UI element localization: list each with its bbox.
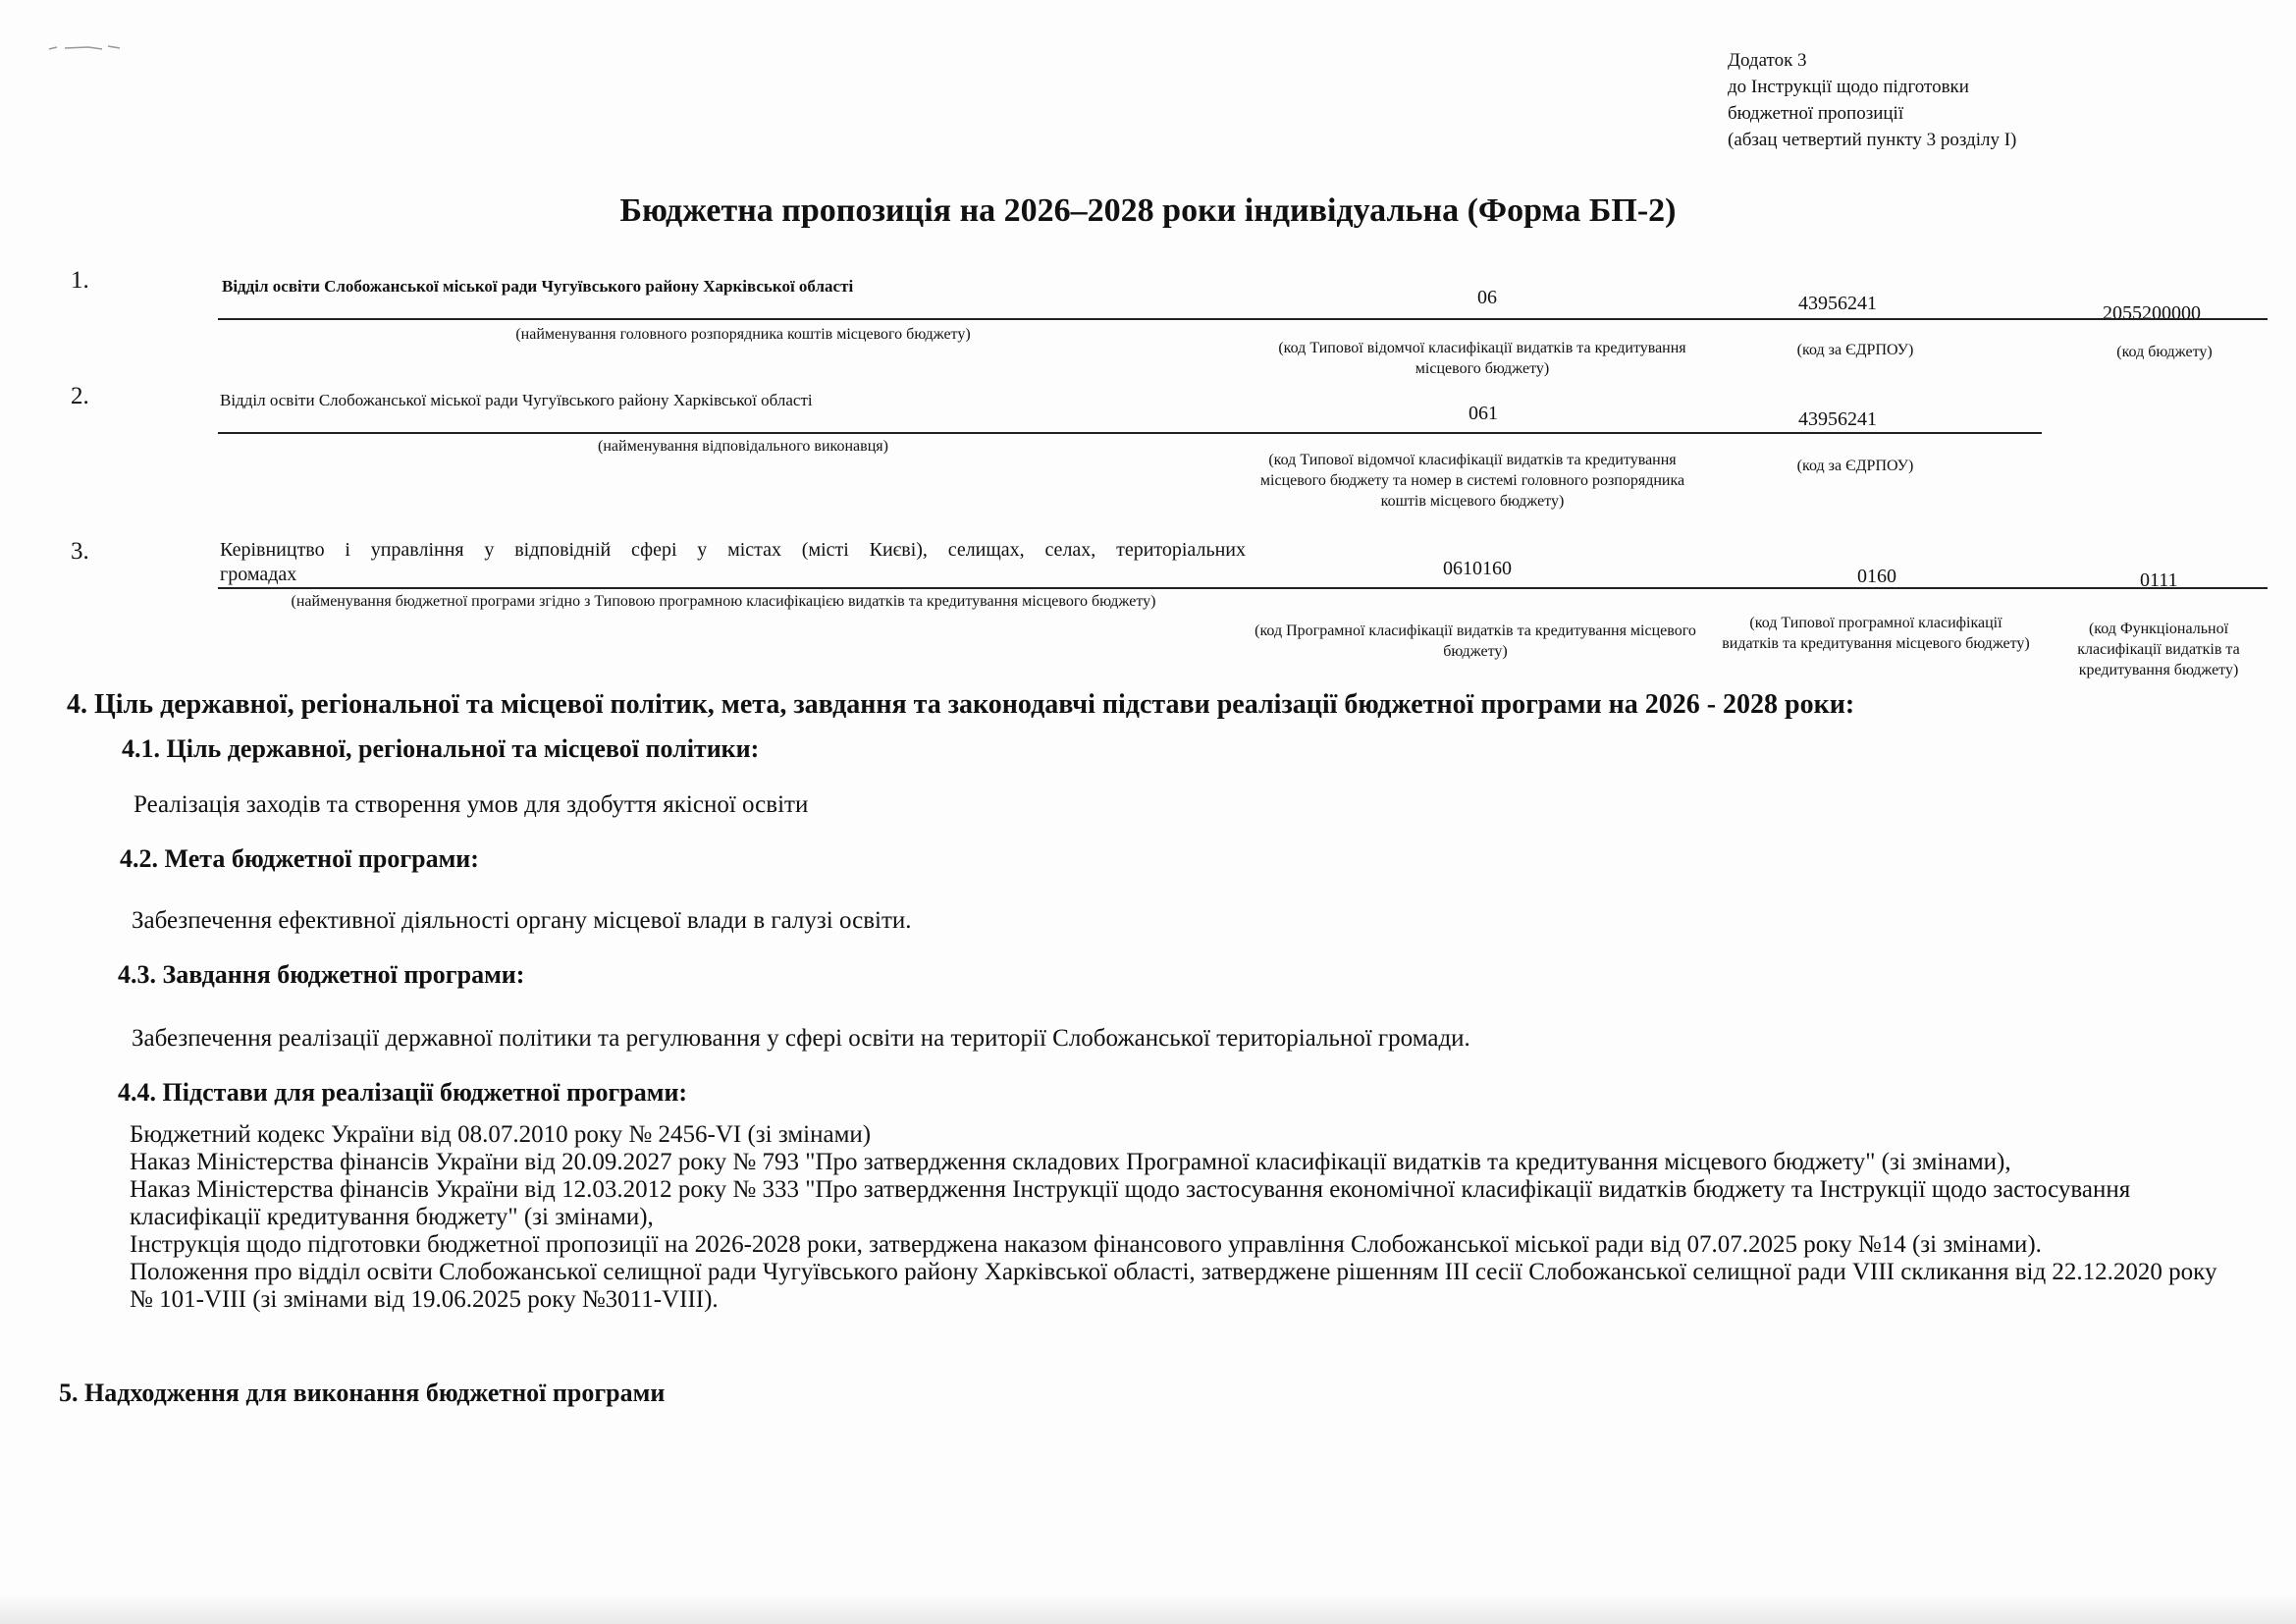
section5-heading: 5. Надходження для виконання бюджетної програми <box>59 1379 666 1407</box>
legal-basis-item: Положення про відділ освіти Слобожанської селищної ради Чугуївського району Харківської області, затверджене рішенням III сесії Слобожанської селищної ради VIII скликання від 22.12.2020 року № 101-VIII (зі змінами від 19.06.2025 року №3011-VIII). <box>130 1259 2217 1313</box>
row1-caption-name: (найменування головного розпорядника коштів місцевого бюджету) <box>515 326 971 343</box>
row3-caption-typical: (код Типової програмної класифікації видатків та кредитування місцевого бюджету) <box>1722 615 2030 652</box>
legal-basis-item: Наказ Міністерства фінансів України від 12.03.2012 року № 333 "Про затвердження Інструкції щодо застосування економічної класифікації видатків бюджету та Інструкції щодо застосування класифікації кредитування бюджету" (зі змінами), <box>130 1176 2131 1230</box>
annex-line: Додаток 3 <box>1728 50 1807 71</box>
section43-text: Забезпечення реалізації державної політики та регулювання у сфері освіти на території Слобожанської територіальної громади. <box>132 1025 1470 1052</box>
row3-typical-code: 0160 <box>1857 566 1896 587</box>
row3-underline <box>218 587 2268 589</box>
annex-line: (абзац четвертий пункту 3 розділу I) <box>1728 130 2017 150</box>
row2-edrpou: 43956241 <box>1798 408 1877 430</box>
row2-number: 2. <box>71 383 89 409</box>
row1-caption-edrpou: (код за ЄДРПОУ) <box>1796 342 1914 358</box>
section4-heading: 4. Ціль державної, регіональної та місцевої політик, мета, завдання та законодавчі підстави реалізації бюджетної програми на 2026 - 2028 роки: <box>67 689 1855 720</box>
annex-note <box>1728 47 2016 153</box>
legal-basis-item: Інструкція щодо підготовки бюджетної пропозиції на 2026-2028 роки, затверджена наказом фінансового управління Слобожанської міської ради від 07.07.2025 року №14 (зі змінами). <box>130 1231 2042 1258</box>
document-title: Бюджетна пропозиція на 2026–2028 роки індивідуальна (Форма БП-2) <box>619 192 1677 229</box>
annex-line: до Інструкції щодо підготовки <box>1728 77 1969 97</box>
annex-line: бюджетної пропозиції <box>1728 103 1904 124</box>
row2-executor-name: Відділ освіти Слобожанської міської ради Чугуївського району Харківської області <box>220 391 813 409</box>
row2-underline <box>218 432 2042 434</box>
row3-caption-program: (код Програмної класифікації видатків та кредитування місцевого бюджету) <box>1255 623 1696 660</box>
row3-program-code: 0610160 <box>1443 558 1512 579</box>
section42-text: Забезпечення ефективної діяльності органу місцевої влади в галузі освіти. <box>132 907 912 934</box>
section42-heading: 4.2. Мета бюджетної програми: <box>120 844 479 873</box>
row2-caption-name: (найменування відповідального виконавця) <box>598 438 888 455</box>
section44-list <box>130 1121 2230 1314</box>
row1-dept-code: 06 <box>1477 287 1497 308</box>
row2-dept-code: 061 <box>1468 403 1498 424</box>
row3-number: 3. <box>71 538 89 565</box>
section43-heading: 4.3. Завдання бюджетної програми: <box>118 960 525 989</box>
row1-underline <box>218 318 2268 320</box>
row2-caption-code: (код Типової відомчої класифікації видатків та кредитування місцевого бюджету та номер в системі головного розпорядника коштів місцевого бюджету) <box>1259 452 1685 510</box>
row2-caption-edrpou: (код за ЄДРПОУ) <box>1796 458 1914 474</box>
row1-caption-code: (код Типової відомчої класифікації видатків та кредитування місцевого бюджету) <box>1278 340 1686 377</box>
row3-program-name-line: Керівництво і управління у відповідній сфері у містах (місті Києві), селищах, селах, територіальних <box>220 539 1246 561</box>
row1-edrpou: 43956241 <box>1798 293 1877 314</box>
row3-program-name <box>220 538 1246 587</box>
legal-basis-item: Наказ Міністерства фінансів України від 20.09.2027 року № 793 "Про затвердження складових Програмної класифікації видатків та кредитування місцевого бюджету" (зі змінами), <box>130 1149 2011 1175</box>
section41-text: Реалізація заходів та створення умов для здобуття якісної освіти <box>133 791 809 818</box>
row3-caption-name: (найменування бюджетної програми згідно з Типовою програмною класифікацією видатків та кредитування місцевого бюджету) <box>291 593 1156 610</box>
row1-org-name: Відділ освіти Слобожанської міської ради Чугуївського району Харківської області <box>222 277 854 296</box>
row3-caption-functional: (код Функціональної класифікації видатків та кредитування бюджету) <box>2077 621 2240 678</box>
row1-budget-code: 2055200000 <box>2103 302 2201 324</box>
section41-heading: 4.1. Ціль державної, регіональної та місцевої політики: <box>122 734 760 763</box>
scan-artifact <box>47 41 126 55</box>
section44-heading: 4.4. Підстави для реалізації бюджетної програми: <box>118 1078 688 1107</box>
row1-number: 1. <box>71 267 89 294</box>
legal-basis-item: Бюджетний кодекс України від 08.07.2010 року № 2456-VI (зі змінами) <box>130 1121 872 1148</box>
row3-program-name-line: громадах <box>220 564 297 585</box>
row1-caption-budget: (код бюджету) <box>2116 344 2213 360</box>
scan-bottom-edge <box>0 1595 2296 1624</box>
row3-functional-code: 0111 <box>2140 569 2178 591</box>
